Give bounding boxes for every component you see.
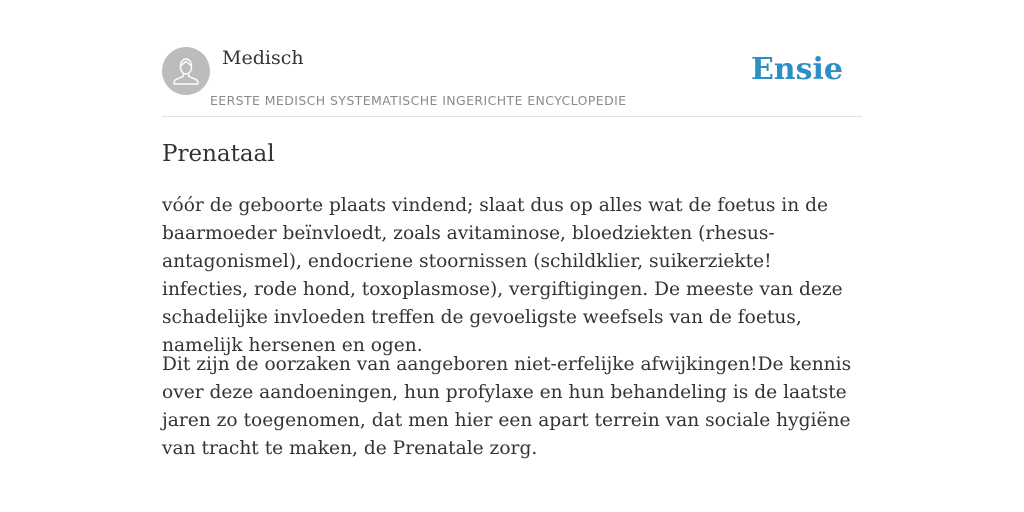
source-subtitle: EERSTE MEDISCH SYSTEMATISCHE INGERICHTE ENCYCLOPEDIE xyxy=(210,93,627,108)
brand-logo[interactable]: Ensie xyxy=(750,52,843,87)
source-name[interactable]: Medisch xyxy=(222,47,304,69)
article-paragraph: vóór de geboorte plaats vindend; slaat dus op alles wat de foetus in de baarmoeder beïnvloedt, zoals avitaminose, bloedziekten (rhesus-antagonismel), endocriene stoornissen (schildklier, suikerziekte! infecties, rode hond, toxoplasmose), vergiftigingen. De meeste van deze schadelijke invloeden treffen de gevoeligste weefsels van de foetus, namelijk hersenen en ogen. xyxy=(162,195,843,356)
article-title: Prenataal xyxy=(162,141,275,167)
article-paragraph: Dit zijn de oorzaken van aangeboren niet-erfelijke afwijkingen!De kennis over deze aandoeningen, hun profylaxe en hun behandeling is de laatste jaren zo toegenomen, dat men hier een apart terrein van sociale hygiëne van tracht te maken, de Prenatale zorg. xyxy=(162,354,852,459)
user-silhouette-icon xyxy=(162,47,210,95)
avatar[interactable] xyxy=(162,47,210,95)
source-header xyxy=(162,46,862,117)
